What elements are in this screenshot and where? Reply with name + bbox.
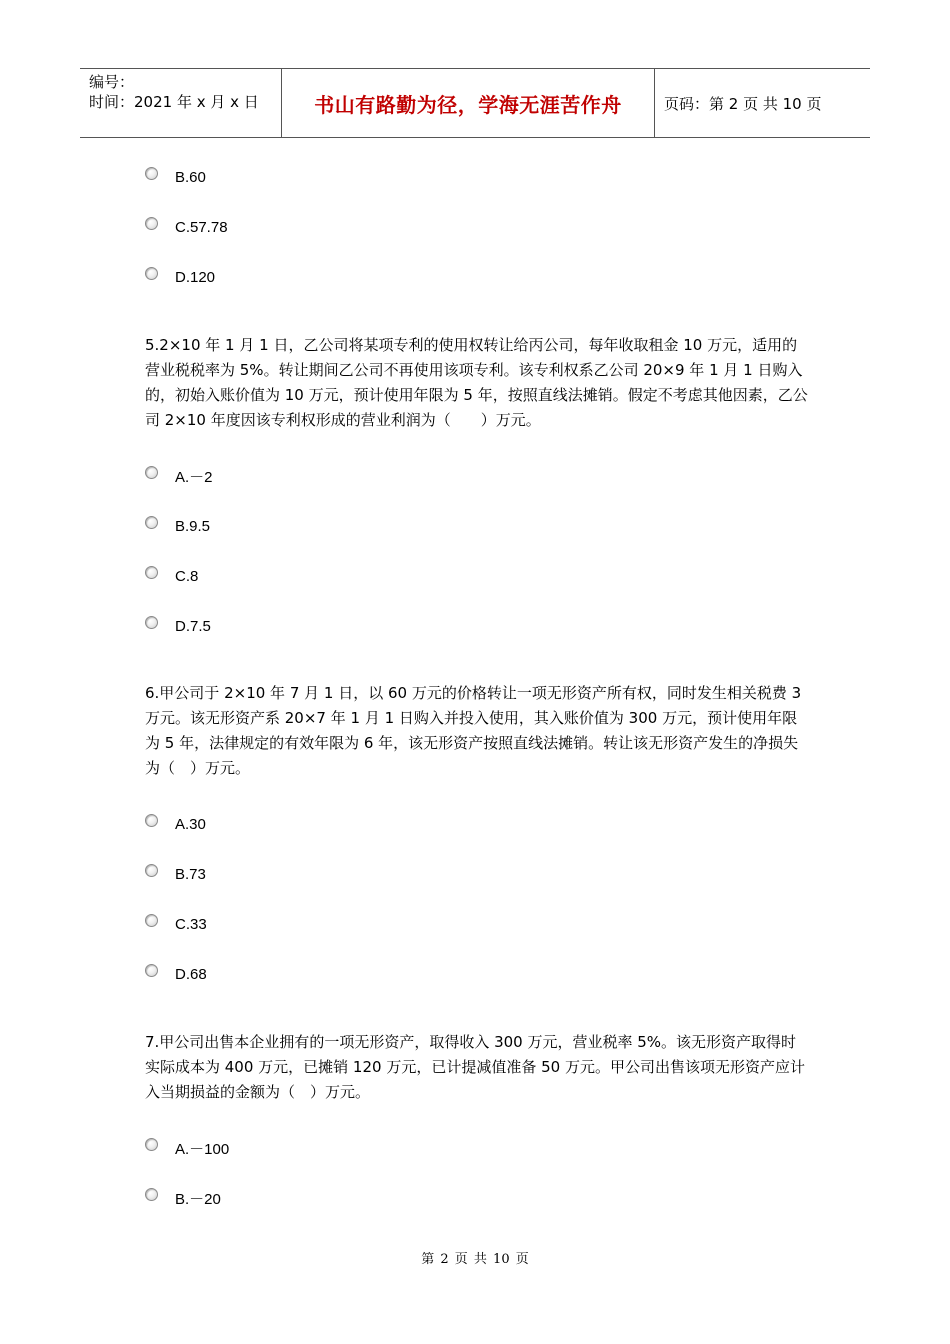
radio-button-icon[interactable] [145, 566, 158, 579]
q6-option-a[interactable] [145, 813, 206, 835]
radio-button-icon[interactable] [145, 814, 158, 827]
radio-button-icon[interactable] [145, 964, 158, 977]
radio-button-icon[interactable] [145, 466, 158, 479]
radio-button-icon[interactable] [145, 1188, 158, 1201]
option-label: B.9.5 [175, 517, 211, 535]
option-label: D.120 [175, 268, 216, 286]
q5-option-a[interactable] [145, 465, 213, 487]
q4-option-c[interactable] [145, 216, 228, 238]
option-label: A.－100 [175, 1140, 230, 1158]
q5-option-d[interactable] [145, 615, 211, 637]
q6-option-c[interactable] [145, 913, 207, 935]
option-label: B.73 [175, 865, 206, 883]
header-page-cell [655, 69, 870, 137]
q7-option-a[interactable] [145, 1137, 229, 1159]
radio-button-icon[interactable] [145, 864, 158, 877]
option-label: C.33 [175, 915, 207, 933]
option-label: D.68 [175, 965, 207, 983]
radio-button-icon[interactable] [145, 217, 158, 230]
header-motto-cell [282, 69, 655, 137]
option-label: C.57.78 [175, 218, 228, 236]
question-6-text: 6.甲公司于 2×10 年 7 月 1 日，以 60 万元的价格转让一项无形资产所有权，同时发生相关税费 3 万元。该无形资产系 20×7 年 1 月 1 日购入并投入使用，其入账价值为 300 万元，预计使用年限为 5 年，法律规定的有效年限为 6 年，该无形资产按照直线法摊销。转让该无形资产发生的净损失为（ ）万元。 [145, 684, 802, 777]
option-label: B.60 [175, 168, 206, 186]
radio-button-icon[interactable] [145, 1138, 158, 1151]
question-5-text: 5.2×10 年 1 月 1 日，乙公司将某项专利的使用权转让给丙公司，每年收取租金 10 万元，适用的营业税税率为 5%。转让期间乙公司不再使用该项专利。该专利权系乙公司 20×9 年 1 月 1 日购入的，初始入账价值为 10 万元，预计使用年限为 5 年，按照直线法摊销。假定不考虑其他因素，乙公司 2×10 年度因该专利权形成的营业利润为（ ）万元。 [145, 336, 808, 429]
question-7-text: 7.甲公司出售本企业拥有的一项无形资产，取得收入 300 万元，营业税率 5%。该无形资产取得时实际成本为 400 万元，已摊销 120 万元，已计提减值准备 50 万元。甲公司出售该项无形资产应计入当期损益的金额为（ ）万元。 [145, 1033, 805, 1101]
option-label: B.－20 [175, 1190, 221, 1208]
q4-option-d[interactable] [145, 266, 215, 288]
page-footer: 第 2 页 共 10 页 [421, 1252, 529, 1267]
document-header [80, 68, 870, 138]
header-page-info: 页码：第 2 页 共 10 页 [664, 94, 822, 113]
document-number-label: 编号： [89, 73, 135, 91]
header-motto: 书山有路勤为径，学海无涯苦作舟 [314, 92, 622, 117]
header-meta-cell [80, 69, 282, 137]
radio-button-icon[interactable] [145, 267, 158, 280]
radio-button-icon[interactable] [145, 616, 158, 629]
option-label: D.7.5 [175, 617, 211, 635]
q7-option-b[interactable] [145, 1187, 221, 1209]
option-label: C.8 [175, 567, 199, 585]
option-label: A.－2 [175, 468, 213, 486]
q4-option-b[interactable] [145, 166, 206, 188]
radio-button-icon[interactable] [145, 516, 158, 529]
document-date: 时间：2021 年 x 月 x 日 [89, 93, 259, 111]
q5-option-b[interactable] [145, 515, 210, 537]
radio-button-icon[interactable] [145, 914, 158, 927]
option-label: A.30 [175, 815, 206, 833]
q6-option-b[interactable] [145, 863, 206, 885]
radio-button-icon[interactable] [145, 167, 158, 180]
q5-option-c[interactable] [145, 565, 198, 587]
q6-option-d[interactable] [145, 963, 207, 985]
